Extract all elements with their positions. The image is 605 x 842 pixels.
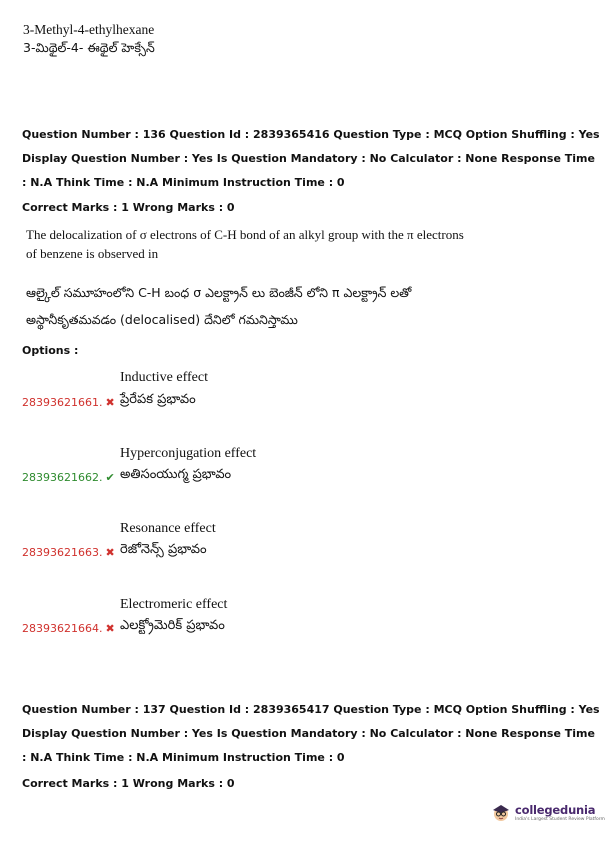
check-icon: ✔ (105, 471, 115, 484)
cross-icon: ✖ (105, 546, 115, 559)
q137-meta-line2: Display Question Number : Yes Is Question Mandatory : No Calculator : None Response Time (22, 727, 595, 740)
option-4-english: Electromeric effect (120, 597, 228, 612)
q136-meta-line3: : N.A Think Time : N.A Minimum Instruction Time : 0 (22, 176, 345, 189)
q136-text-te-line1: ఆల్కైల్ సమూహంలోని C-H బంధ σ ఎలక్ట్రాన్ లు బెంజీన్ లోని π ఎలక్ట్రాన్ లతో (26, 285, 412, 300)
mascot-icon (490, 801, 512, 823)
cross-icon: ✖ (105, 396, 115, 409)
option-2-id: 28393621662. (22, 471, 103, 484)
q136-text-en-line1: The delocalization of σ electrons of C-H bond of an alkyl group with the π electrons (26, 227, 464, 242)
option-4-id: 28393621664. (22, 622, 103, 635)
q137-meta-line3: : N.A Think Time : N.A Minimum Instruction Time : 0 (22, 751, 345, 764)
compound-name-telugu: 3-మిథైల్-4- ఈథైల్ హెక్సేన్ (23, 40, 155, 55)
option-3-english: Resonance effect (120, 521, 216, 536)
option-4-telugu: ఎలక్ట్రోమెరిక్ ప్రభావం (120, 618, 225, 633)
q136-text-en-line2: of benzene is observed in (26, 246, 159, 261)
option-3-id: 28393621663. (22, 546, 103, 559)
logo-tagline: India's Largest Student Review Platform (515, 816, 605, 822)
q137-marks: Correct Marks : 1 Wrong Marks : 0 (22, 777, 235, 790)
logo-name: collegedunia (515, 802, 596, 817)
option-3-row (22, 546, 115, 559)
options-label: Options : (22, 344, 79, 357)
q136-text-te-line2: అస్థానీకృతమవడం (delocalised) దేనిలో గమనిస్తాము (26, 312, 298, 327)
collegedunia-logo (490, 801, 605, 823)
option-3-telugu: రెజోనెన్స్ ప్రభావం (120, 542, 207, 557)
q137-meta-line1: Question Number : 137 Question Id : 2839365417 Question Type : MCQ Option Shuffling : Yes (22, 703, 600, 716)
option-2-english: Hyperconjugation effect (120, 446, 257, 461)
option-1-english: Inductive effect (120, 370, 208, 385)
compound-name-english: 3-Methyl-4-ethylhexane (23, 22, 155, 37)
q136-meta-line2: Display Question Number : Yes Is Question Mandatory : No Calculator : None Response Time (22, 152, 595, 165)
option-4-row (22, 622, 115, 635)
option-1-id: 28393621661. (22, 396, 103, 409)
q136-marks: Correct Marks : 1 Wrong Marks : 0 (22, 201, 235, 214)
option-2-telugu: అతిసంయుగ్మ ప్రభావం (120, 467, 232, 482)
option-1-row (22, 396, 115, 409)
cross-icon: ✖ (105, 622, 115, 635)
q136-meta-line1: Question Number : 136 Question Id : 2839365416 Question Type : MCQ Option Shuffling : Yes (22, 128, 600, 141)
option-2-row (22, 471, 115, 484)
option-1-telugu: ప్రేరేపక ప్రభావం (120, 392, 196, 407)
